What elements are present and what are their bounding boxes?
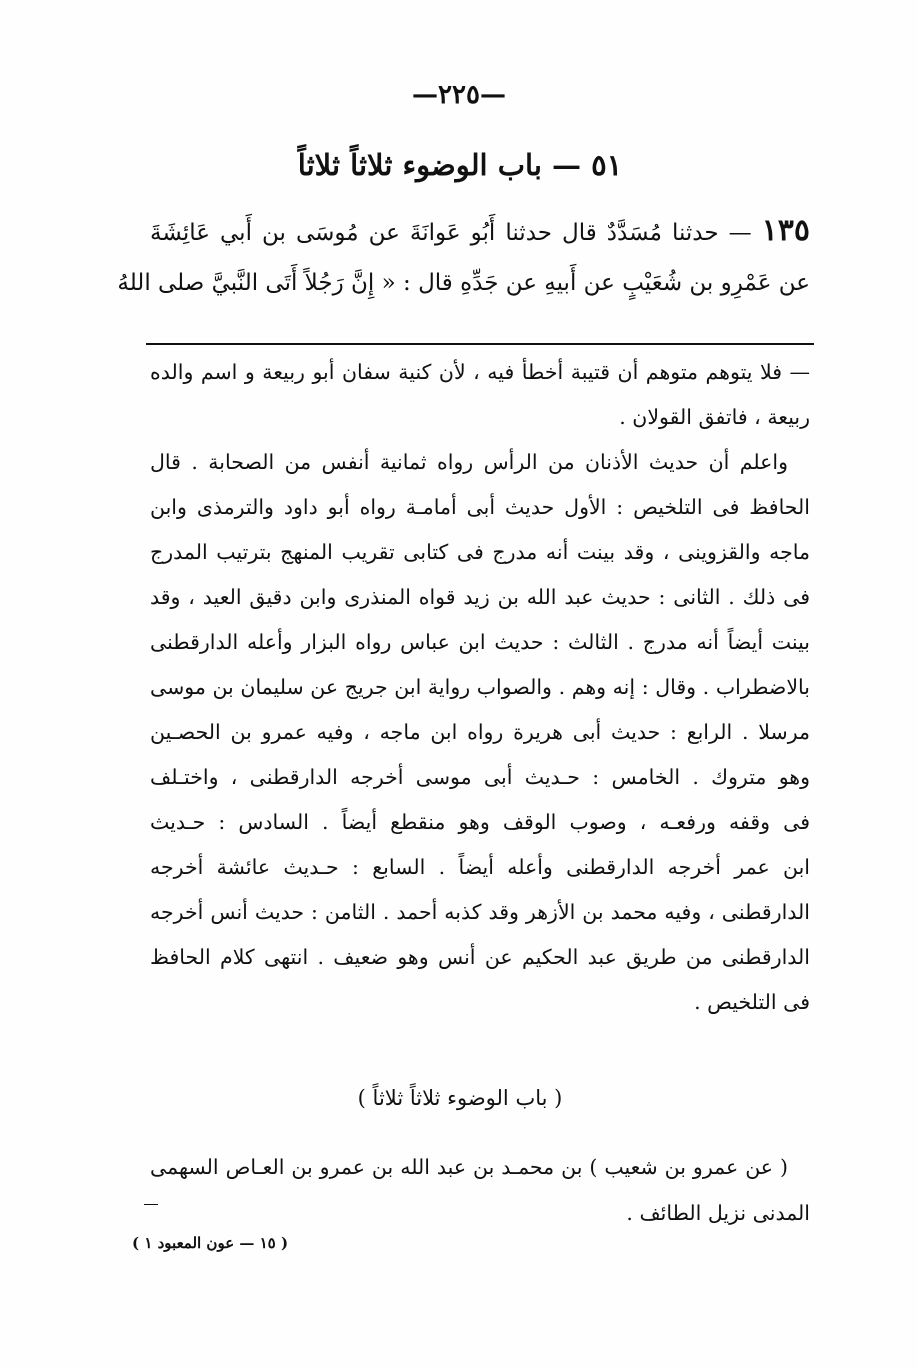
hadith-line-text: — حدثنا مُسَدَّدٌ قال حدثنا أَبُو عَوانَةَ عن مُوسَى بن أَبي عَائِشَةَ [150,220,752,246]
footer-signature: ( ١٥ — عون المعبود ١ ) [132,1234,289,1252]
commentary-text [150,350,810,1025]
chapter-heading: ٥١ — باب الوضوء ثلاثاً ثلاثاً [297,148,623,182]
footnote-separator [146,343,814,345]
hadith-line: عن عَمْرِو بن شُعَيْبٍ عن أَبيهِ عن جَدِّهِ قال : « إِنَّ رَجُلاً أَتَى النَّبيَّ صلى اللهُ [117,270,810,296]
sub-heading: ( باب الوضوء ثلاثاً ثلاثاً ) [357,1086,563,1110]
commentary-line: ربيعة ، فاتفق القولان . [619,405,810,429]
hadith-line [150,206,810,258]
sharh-line: ( عن عمرو بن شعيب ) بن محمـد بن عبد الله بن عمرو بن العـاص السهمى [150,1155,788,1179]
sharh-text [150,1144,810,1236]
commentary-line: فى التلخيص . [694,990,810,1014]
hadith-number: ١٣٥ [761,213,810,248]
commentary-line: الدارقطنى من طريق عبد الحكيم عن أنس وهو ضعيف . انتهى كلام الحافظ [150,945,810,969]
commentary-line: بالاضطراب . وقال : إنه وهم . والصواب رواية ابن جريج عن سليمان بن موسى [150,675,810,699]
commentary-line: الحافظ فى التلخيص : الأول حديث أبى أمامـة رواه أبو داود والترمذى وابن [150,495,810,519]
commentary-line: فى وقفه ورفعـه ، وصوب الوقف وهو منقطع أيضاً . السادس : حـديث [150,810,810,834]
commentary-line: فى ذلك . الثانى : حديث عبد الله بن زيد قواه المنذرى وابن دقيق العيد ، وقد [150,585,810,609]
short-rule [144,1204,158,1205]
commentary-line: ماجه والقزوينى ، وقد بينت أنه مدرج فى كتابى تقريب المنهج بترتيب المدرج [150,540,810,564]
commentary-line: — فلا يتوهم متوهم أن قتيبة أخطأ فيه ، لأن كنية سفان أبو ربيعة و اسم والده [150,360,810,384]
commentary-line: واعلم أن حديث الأذنان من الرأس رواه ثمانية أنفس من الصحابة . قال [150,450,788,474]
commentary-line: بينت أيضاً أنه مدرج . الثالث : حديث ابن عباس رواه البزار وأعله الدارقطنى [150,630,810,654]
commentary-line: مرسلا . الرابع : حديث أبى هريرة رواه ابن ماجه ، وفيه عمرو بن الحصـين [150,720,810,744]
page-number: —٢٢٥— [412,80,506,110]
commentary-line: الدارقطنى ، وفيه محمد بن الأزهر وقد كذبه أحمد . الثامن : حديث أنس أخرجه [150,900,810,924]
commentary-line: وهو متروك . الخامس : حـديث أبى موسى أخرجه الدارقطنى ، واختـلف [150,765,810,789]
commentary-line: ابن عمر أخرجه الدارقطنى وأعله أيضاً . السابع : حـديث عائشة أخرجه [150,855,810,879]
sharh-line: المدنى نزيل الطائف . [626,1201,810,1225]
hadith-text [117,206,810,308]
